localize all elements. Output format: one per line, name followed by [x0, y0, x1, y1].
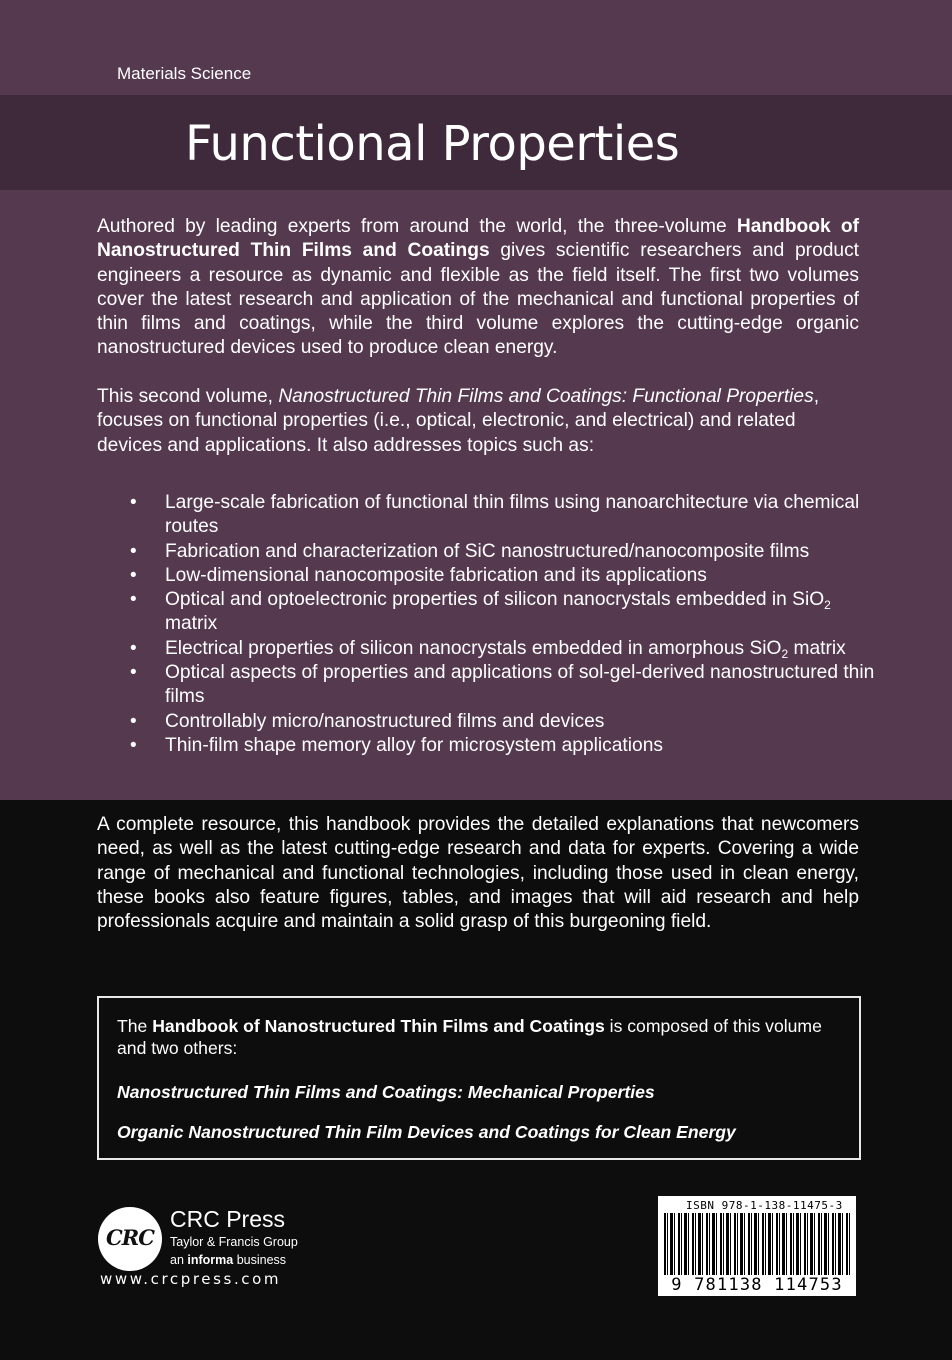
topic-item: • Optical aspects of properties and applications of sol-gel-derived nanostructured thin films	[97, 661, 877, 710]
volume-full-title: Nanostructured Thin Films and Coatings: Functional Properties	[278, 386, 814, 407]
barcode	[658, 1196, 856, 1296]
topic-item: • Optical and optoelectronic properties of silicon nanocrystals embedded in SiO$_2$ matrix	[97, 588, 877, 637]
intro-paragraph: Authored by leading experts from around the world, the three-volume Handbook of Nanostructured Thin Films and Coatings gives scientific researchers and product engineers a resource as dynamic and flexible as the field itself. The first two volumes cover the latest research and application of the mechanical and functional properties of thin films and coatings, while the third volume explores the cutting-edge organic nanostructured devices used to produce clean energy.	[97, 216, 860, 359]
series-description: The Handbook of Nanostructured Thin Films and Coatings is composed of this volume and two others:	[117, 1016, 822, 1058]
topic-item: • Controllably micro/nanostructured films and devices	[97, 710, 877, 734]
isbn-label: ISBN 978-1-138-11475-3	[686, 1199, 843, 1212]
publisher-group: Taylor & Francis Group	[170, 1235, 298, 1249]
topics-list	[97, 491, 877, 758]
summary-paragraph: A complete resource, this handbook provides the detailed explanations that newcomers need, as well as the latest cutting-edge research and data for experts. Covering a wide range of mechanical and functional technologies, including those used in clean energy, these books also feature figures, tables, and images that will aid research and help professionals acquire and maintain a solid grasp of this burgeoning field.	[97, 814, 859, 933]
publisher-business: an informa business	[170, 1253, 287, 1267]
handbook-name: Handbook of Nanostructured Thin Films and Coatings	[97, 216, 859, 262]
topic-item: • Electrical properties of silicon nanocrystals embedded in amorphous SiO$_2$ matrix	[97, 637, 877, 661]
topic-item: • Large-scale fabrication of functional thin films using nanoarchitecture via chemical routes	[97, 491, 877, 540]
topic-item: • Low-dimensional nanocomposite fabrication and its applications	[97, 564, 877, 588]
volume-paragraph: This second volume, Nanostructured Thin Films and Coatings: Functional Properties, focuses on functional properties (i.e., optical, electronic, and electrical) and related devices and applications. It also addresses topics such as:	[97, 386, 820, 456]
series-title-mechanical: Nanostructured Thin Films and Coatings: Mechanical Properties	[117, 1082, 655, 1102]
volume-title: Functional Properties	[185, 116, 680, 172]
barcode-bars	[664, 1213, 850, 1275]
crc-logo: CRC	[98, 1207, 162, 1271]
topic-item: • Fabrication and characterization of SiC nanostructured/nanocomposite films	[97, 540, 877, 564]
series-title-clean-energy: Organic Nanostructured Thin Film Devices and Coatings for Clean Energy	[117, 1122, 736, 1142]
category-label: Materials Science	[117, 64, 252, 83]
series-box	[97, 996, 861, 1160]
publisher-url[interactable]: www.crcpress.com	[100, 1270, 282, 1288]
topic-item: • Thin-film shape memory alloy for microsystem applications	[97, 734, 877, 758]
ean-number: 9 781138 114753	[671, 1275, 843, 1295]
publisher-name: CRC Press	[170, 1206, 286, 1232]
